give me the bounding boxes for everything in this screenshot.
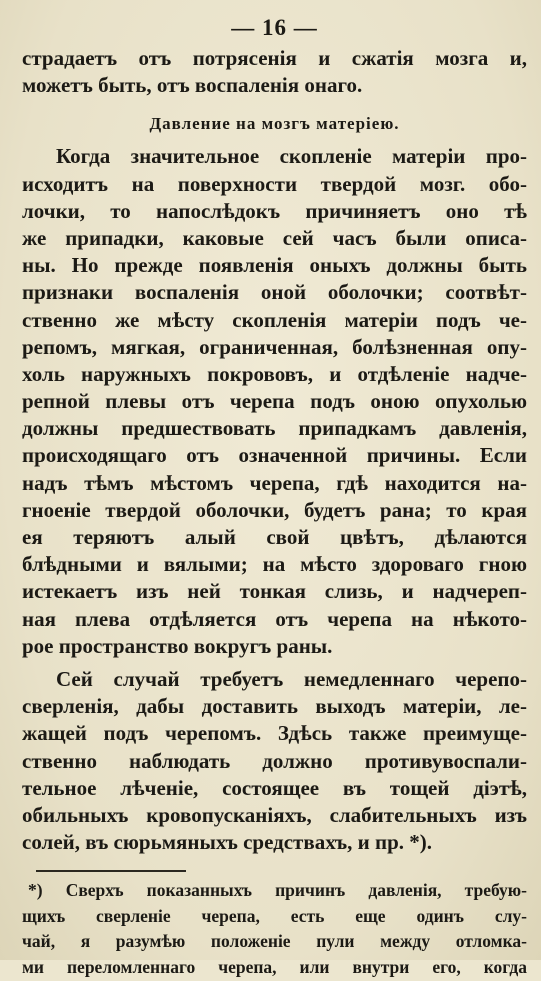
text-line: страдаетъ отъ потрясенія и сжатія мозга и, <box>22 46 527 70</box>
footnote-line: *) Сверхъ показанныхъ причинъ давленія, требую- <box>28 880 527 901</box>
text-line: жащей подъ черепомъ. Здѣсь также преимуще- <box>22 721 527 746</box>
text-line: Когда значительное скопленіе матеріи про- <box>56 144 527 169</box>
text-line: надъ тѣмъ мѣстомъ черепа, гдѣ находится на- <box>22 470 527 495</box>
text-line: ная плева отдѣляется отъ черепа на нѣкото- <box>22 606 527 631</box>
text-line: сверленія, дабы доставить выходъ матеріи, ле- <box>22 694 527 719</box>
text-line: солей, въ сюрьмяныхъ средствахъ, и пр. *). <box>22 830 433 855</box>
text-line: рое пространство вокругъ раны. <box>22 633 333 658</box>
text-line: ственно наблюдать должно противувоспали- <box>22 748 527 773</box>
text-line: должны предшествовать припадкамъ давленія, <box>22 416 527 441</box>
text-line: признаки воспаленія оной оболочки; соотвѣт- <box>22 280 527 305</box>
text-line: ея теряютъ алый свой цвѣтъ, дѣлаются <box>22 525 527 549</box>
section-heading: Давление на мозгъ матеріею. <box>149 114 400 134</box>
text-line: блѣдными и вялыми; на мѣсто здороваго гною <box>22 552 527 577</box>
text-line: обильныхъ кровопусканіяхъ, слабительныхъ изъ <box>22 802 527 827</box>
text-line: же припадки, каковые сей часъ были описа- <box>22 225 527 250</box>
text-line: Сей случай требуетъ немедленнаго черепо- <box>56 666 527 691</box>
text-line: тельное лѣченіе, состоящее въ тощей діэтѣ, <box>22 775 527 800</box>
text-line: можетъ быть, отъ воспаленія онаго. <box>22 73 363 98</box>
footnote <box>22 878 527 980</box>
paragraph-continuation <box>22 45 527 99</box>
text-line: холь наружныхъ покрововъ, и отдѣленіе надче- <box>22 361 527 386</box>
text-line: ственно же мѣсту скопленія матеріи подъ че- <box>22 307 527 332</box>
page-number: — 16 — <box>231 15 318 40</box>
footnote-line: щихъ сверленіе черепа, есть еще одинъ слу- <box>22 905 527 926</box>
text-line: репомъ, мягкая, ограниченная, болѣзненная опу- <box>22 334 527 359</box>
text-line: репной плевы отъ черепа подъ оною опухолью <box>22 389 527 414</box>
text-line: истекаетъ изъ ней тонкая слизь, и надчереп- <box>22 579 527 604</box>
paragraph-treatment <box>22 666 527 856</box>
text-line: происходящаго отъ означенной причины. Если <box>22 443 527 468</box>
text-line: гноеніе твердой оболочки, будетъ рана; то края <box>22 497 527 522</box>
text-line: ны. Но прежде появленія оныхъ должны быть <box>22 253 527 278</box>
paragraph-pressure <box>22 143 527 660</box>
footnote-divider <box>36 870 186 872</box>
footnote-line: чай, я разумѣю положеніе пули между отломка- <box>22 931 527 952</box>
text-line: исходитъ на поверхности твердой мозг. обо- <box>22 171 527 196</box>
text-line: лочки, то напослѣдокъ причиняетъ оно тѣ <box>22 198 527 223</box>
footnote-line: ми переломленнаго черепа, или внутри его, когда <box>22 957 527 978</box>
